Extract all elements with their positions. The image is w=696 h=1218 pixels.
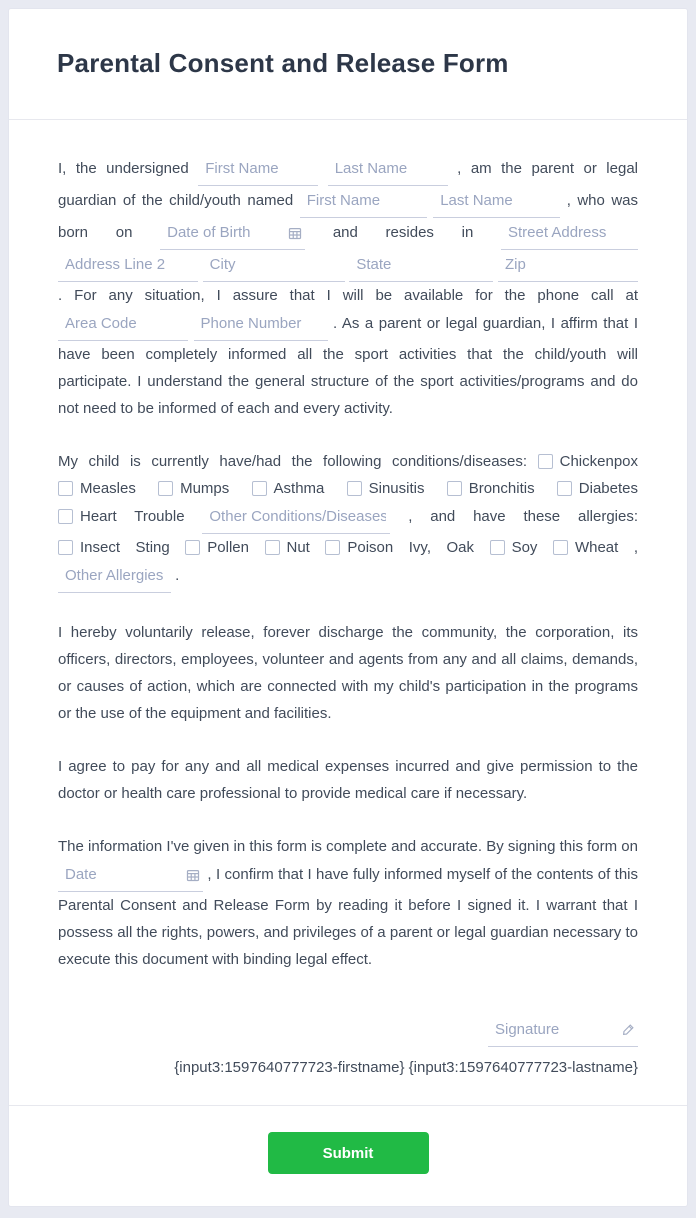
- checkbox-label: Insect Sting: [80, 539, 170, 556]
- signature-block: [58, 1015, 638, 1081]
- checkbox-label: Wheat: [574, 539, 619, 556]
- bronchitis-checkbox[interactable]: [447, 481, 462, 496]
- date-of-birth-field[interactable]: [160, 218, 305, 250]
- heart-trouble-checkbox[interactable]: [58, 509, 73, 524]
- checkbox-item-pollen[interactable]: [185, 539, 249, 556]
- checkbox-item-measles[interactable]: [58, 480, 136, 497]
- consent-form-card: [8, 8, 688, 1207]
- parent-first-name-input[interactable]: [198, 154, 318, 186]
- other-conditions-input[interactable]: [202, 502, 390, 534]
- signature-input[interactable]: [488, 1015, 622, 1046]
- checkbox-label: Measles: [80, 480, 136, 497]
- state-input[interactable]: [349, 250, 493, 282]
- date-of-birth-input[interactable]: [160, 218, 288, 249]
- chickenpox-checkbox[interactable]: [538, 454, 553, 469]
- signing-date-field[interactable]: [58, 860, 203, 892]
- wheat-checkbox[interactable]: [553, 540, 568, 555]
- checkbox-item-heart-trouble[interactable]: [58, 508, 185, 525]
- measles-checkbox[interactable]: [58, 481, 73, 496]
- checkbox-label: Bronchitis: [468, 480, 535, 497]
- template-placeholder-text: {input3:1597640777723-firstname} {input3:1597640777723-lastname}: [174, 1059, 638, 1076]
- signature-field[interactable]: [488, 1015, 638, 1047]
- submit-button[interactable]: Submit: [268, 1132, 429, 1174]
- checkbox-label: Heart Trouble: [80, 508, 185, 525]
- checkbox-label: Pollen: [207, 539, 249, 556]
- form-header: [9, 9, 687, 119]
- phone-number-input[interactable]: [194, 309, 328, 341]
- page-title: Parental Consent and Release Form: [57, 48, 509, 78]
- medical-paragraph: I agree to pay for any and all medical expenses incurred and give permission to the doctor or health care professional to provide medical care if necessary.: [58, 758, 638, 802]
- nut-checkbox[interactable]: [265, 540, 280, 555]
- checkbox-item-poison-ivy-oak[interactable]: [325, 539, 474, 556]
- other-allergies-input[interactable]: [58, 561, 171, 593]
- signature-pen-icon[interactable]: [622, 1023, 638, 1038]
- checkbox-item-sinusitis[interactable]: [347, 480, 425, 497]
- conditions-paragraph: [58, 448, 638, 593]
- checkbox-item-nut[interactable]: [265, 539, 310, 556]
- allergies-lead: , and have these allergies:: [408, 508, 639, 525]
- intro-text-5: . For any situation, I assure that I will be available for the phone call at: [58, 287, 638, 304]
- sinusitis-checkbox[interactable]: [347, 481, 362, 496]
- diabetes-checkbox[interactable]: [557, 481, 572, 496]
- checkbox-item-insect-sting[interactable]: [58, 539, 170, 556]
- checkbox-item-bronchitis[interactable]: [447, 480, 535, 497]
- period-text: .: [175, 567, 180, 584]
- conditions-lead: My child is currently have/had the following conditions/diseases:: [58, 453, 528, 470]
- child-first-name-input[interactable]: [300, 186, 427, 218]
- child-last-name-input[interactable]: [433, 186, 560, 218]
- checkbox-label: Asthma: [273, 480, 325, 497]
- parent-last-name-input[interactable]: [328, 154, 448, 186]
- checkbox-label: Mumps: [180, 480, 230, 497]
- street-address-input[interactable]: [501, 218, 638, 250]
- checkbox-label: Nut: [286, 539, 310, 556]
- release-paragraph: I hereby voluntarily release, forever discharge the community, the corporation, its officers, directors, employees, volunteer and agents from any and all claims, demands, or causes of action, which are connected with my child's participation in the programs or the use of the equipment and facilities.: [58, 624, 638, 722]
- signing-date-input[interactable]: [58, 860, 186, 891]
- confirmation-text-1: The information I've given in this form is complete and accurate. By signing this form on: [58, 838, 638, 855]
- checkbox-label: Chickenpox: [559, 453, 639, 470]
- checkbox-label: Poison Ivy, Oak: [347, 539, 475, 556]
- intro-text-6: . As a parent or legal guardian, I affirm that I have been completely informed all the sport activities that the child/youth will participate. I understand the general structure of the sport activities/programs and do not need to be informed of each and every activity.: [58, 315, 638, 417]
- checkbox-label: Diabetes: [578, 480, 638, 497]
- checkbox-item-wheat[interactable]: [553, 539, 618, 556]
- checkbox-item-mumps[interactable]: [158, 480, 229, 497]
- checkbox-label: Soy: [511, 539, 538, 556]
- city-input[interactable]: [203, 250, 345, 282]
- poison-ivy-oak-checkbox[interactable]: [325, 540, 340, 555]
- confirmation-text-2: , I confirm that I have fully informed myself of the contents of this Parental Consent and Release Form by reading it before I signed it. I warrant that I possess all the rights, powers, and privileges of a parent or legal guardian necessary to execute this document with binding legal effect.: [58, 866, 638, 968]
- insect-sting-checkbox[interactable]: [58, 540, 73, 555]
- intro-text-1: I, the undersigned: [58, 160, 189, 177]
- intro-text-2: , am the parent or legal guardian of the child/youth named: [58, 160, 638, 209]
- area-code-input[interactable]: [58, 309, 188, 341]
- intro-paragraph: [58, 154, 638, 422]
- soy-checkbox[interactable]: [490, 540, 505, 555]
- intro-text-3: , who was born on: [58, 192, 638, 241]
- form-footer: [9, 1106, 687, 1206]
- comma-text: ,: [633, 539, 639, 556]
- intro-text-4: and resides in: [332, 224, 474, 241]
- checkbox-label: Sinusitis: [368, 480, 425, 497]
- address-line2-input[interactable]: [58, 250, 198, 282]
- checkbox-item-asthma[interactable]: [252, 480, 325, 497]
- calendar-icon[interactable]: [288, 226, 305, 242]
- calendar-icon[interactable]: [186, 868, 203, 884]
- pollen-checkbox[interactable]: [185, 540, 200, 555]
- mumps-checkbox[interactable]: [158, 481, 173, 496]
- zip-input[interactable]: [498, 250, 638, 282]
- checkbox-item-soy[interactable]: [490, 539, 538, 556]
- asthma-checkbox[interactable]: [252, 481, 267, 496]
- confirmation-paragraph: [58, 833, 638, 973]
- form-body: [9, 120, 687, 1105]
- checkbox-item-chickenpox[interactable]: [538, 453, 638, 470]
- checkbox-item-diabetes[interactable]: [557, 480, 638, 497]
